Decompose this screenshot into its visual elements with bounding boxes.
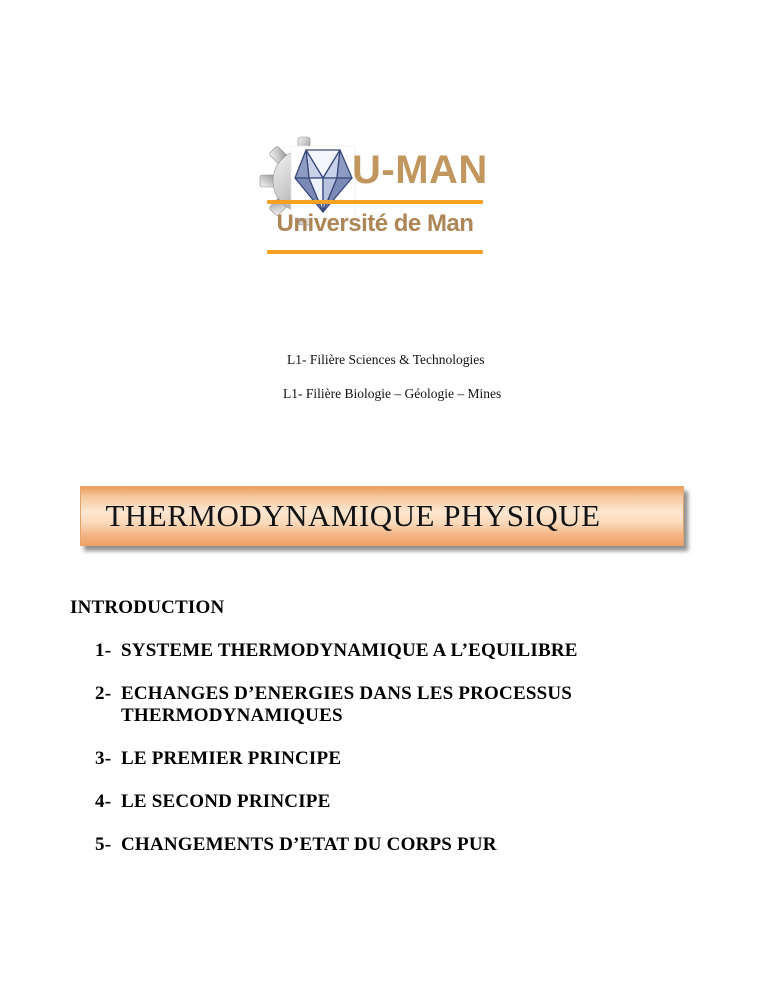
table-of-contents xyxy=(70,597,630,877)
course-title: THERMODYNAMIQUE PHYSIQUE xyxy=(105,498,601,533)
toc-heading: INTRODUCTION xyxy=(70,597,225,618)
toc-item-number: 4- xyxy=(95,791,112,812)
toc-item xyxy=(95,640,630,662)
toc-item-number: 1- xyxy=(95,640,112,661)
toc-item xyxy=(95,834,630,856)
toc-item-text: ECHANGES D’ENERGIES DANS LES PROCESSUS THERMODYNAMIQUES xyxy=(121,683,573,726)
toc-item xyxy=(95,791,630,813)
program-line-1: L1- Filière Sciences & Technologies xyxy=(287,352,485,367)
logo-rule-top xyxy=(267,200,483,204)
toc-item-text: CHANGEMENTS D’ETAT DU CORPS PUR xyxy=(121,834,497,855)
toc-item-number: 5- xyxy=(95,834,112,855)
brand-name: U-MAN xyxy=(352,148,488,192)
toc-item xyxy=(95,748,630,770)
toc-item-text: SYSTEME THERMODYNAMIQUE A L’EQUILIBRE xyxy=(121,640,578,661)
program-lines xyxy=(283,352,501,420)
toc-item-text: LE PREMIER PRINCIPE xyxy=(121,748,342,769)
logo-subtitle: Université de Man xyxy=(276,210,474,237)
toc-item-text: LE SECOND PRINCIPE xyxy=(121,791,331,812)
program-line-2: L1- Filière Biologie – Géologie – Mines xyxy=(283,386,502,401)
university-logo xyxy=(258,128,488,258)
toc-item xyxy=(95,683,630,727)
toc-item-number: 2- xyxy=(95,683,112,704)
title-banner xyxy=(80,486,684,546)
logo-rule-bottom xyxy=(267,250,483,254)
toc-item-number: 3- xyxy=(95,748,112,769)
